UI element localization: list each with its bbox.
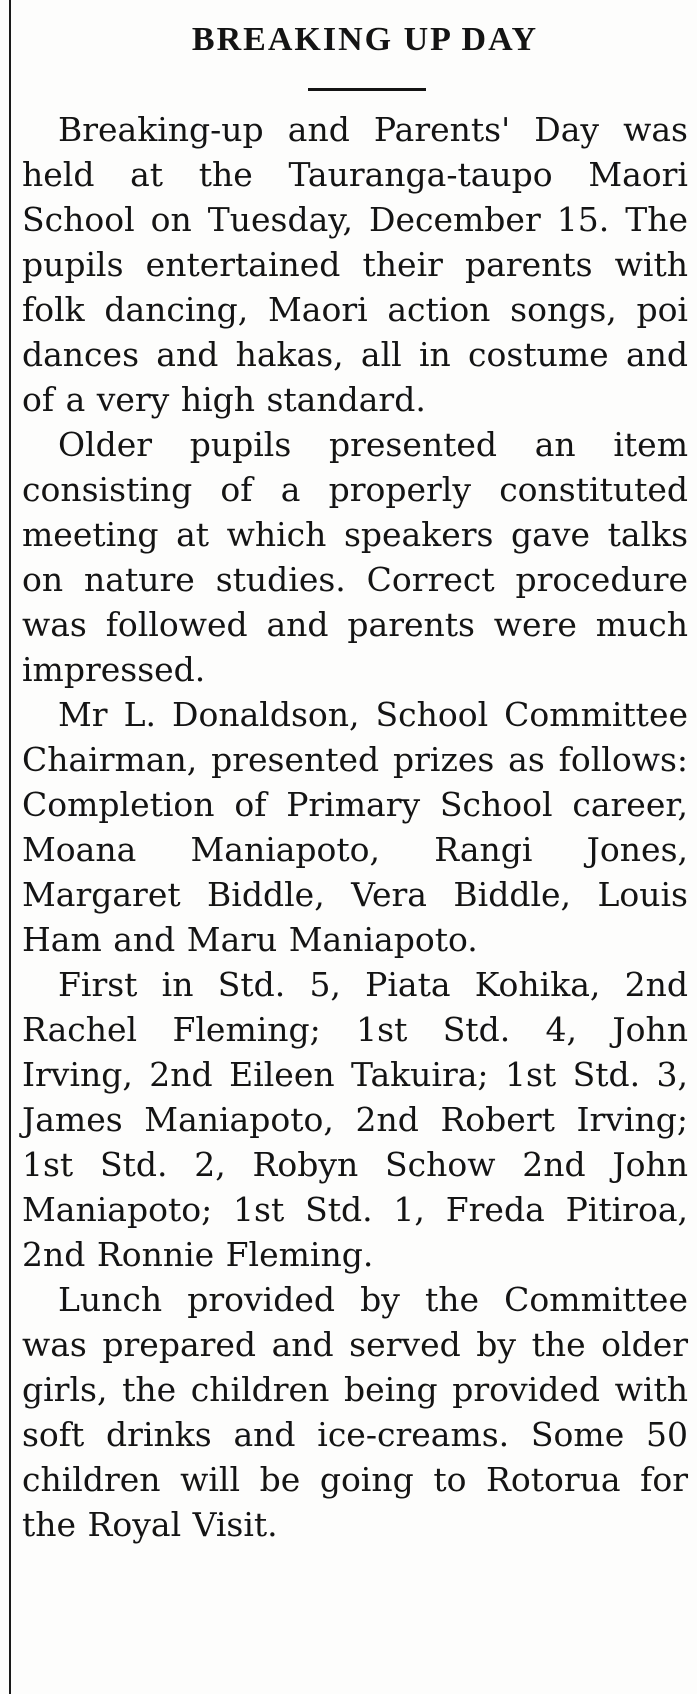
article-column [22, 14, 688, 1547]
article-paragraph-1: Breaking-up and Parents' Day was held at the Tauranga-taupo Maori School on Tuesday, December 15. The pupils entertained their parents with folk dancing, Maori action songs, poi dances and hakas, all in costume and of a very high standard. [22, 110, 688, 419]
article-paragraph-4: First in Std. 5, Piata Kohika, 2nd Rachel Fleming; 1st Std. 4, John Irving, 2nd Eileen Takuira; 1st Std. 3, James Maniapoto, 2nd Robert Irving; 1st Std. 2, Robyn Schow 2nd John Maniapoto; 1st Std. 1, Freda Pitiroa, 2nd Ronnie Fleming. [22, 965, 688, 1274]
article-paragraph-3: Mr L. Donaldson, School Committee Chairman, presented prizes as follows: Completion of Primary School career, Moana Maniapoto, Rangi Jones, Margaret Biddle, Vera Biddle, Louis Ham and Maru Maniapoto. [22, 695, 688, 959]
article-headline: BREAKING UP DAY [191, 21, 539, 58]
article-paragraph-5: Lunch provided by the Committee was prepared and served by the older girls, the children being provided with soft drinks and ice-creams. Some 50 children will be going to Rotorua for the Royal Visit. [22, 1280, 688, 1544]
article-paragraph-2: Older pupils presented an item consisting of a properly constituted meeting at which speakers gave talks on nature studies. Correct procedure was followed and parents were much impressed. [22, 425, 688, 689]
headline-divider [308, 88, 426, 91]
column-rule [9, 0, 11, 1694]
